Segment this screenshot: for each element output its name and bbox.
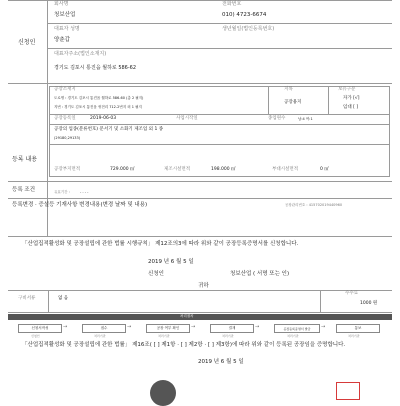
birth-date-label: 생년월일(법인등록번호) — [222, 26, 275, 32]
actor-2: 처리기관 — [158, 334, 170, 338]
step-apply: 신청서작성 — [18, 324, 62, 333]
step-notify: 통보 — [336, 324, 380, 333]
site-area-label: 공장부지면적 — [54, 167, 81, 172]
factory-address-label: 공장소재지 — [54, 87, 76, 92]
process-title: 처리절차 — [180, 314, 194, 318]
confirmation-date: 2019 년 6 월 5 일 — [198, 359, 244, 365]
actor-5: 처리기관 — [348, 334, 360, 338]
arrow-icon: → — [321, 324, 326, 330]
step-verify: 공장 여부 확인 — [146, 324, 190, 333]
business-start-label: 사업시작일 — [176, 116, 198, 121]
industry-codes: (29180,29133) — [54, 136, 81, 140]
request-applicant-value: 청보산업 ( 서명 또는 인) — [230, 271, 290, 277]
ownership-rent — [343, 106, 358, 111]
ownership-own — [343, 97, 360, 102]
addressee: 귀하 — [198, 283, 209, 289]
fee-value: 1000 원 — [360, 301, 378, 306]
reg-date-label: 공장등록일 — [54, 116, 76, 121]
official-stamp-icon — [150, 380, 176, 406]
request-paragraph: 「산업집적활성화 및 공장설립에 관한 법률 시행규칙」 제12조의3에 따라 위와 같이 공장등록증명서를 신청합니다. — [22, 241, 299, 247]
registration-label: 등록 내용 — [12, 156, 38, 163]
conditions-label: 등록 조건 — [12, 187, 36, 193]
red-seal-icon — [336, 382, 360, 400]
actor-4: 처리기관 — [287, 334, 299, 338]
lot-address: 지번 : 경기도 김포시 통진읍 귀전리 712-2번지 외 1 필지 — [54, 105, 142, 109]
own-checkbox: [√] — [353, 96, 360, 101]
step-approve: 결재 — [210, 324, 254, 333]
address-value: 경기도 김포시 통진읍 월하로 586-62 — [54, 65, 137, 71]
validity-value: - - - - — [80, 190, 89, 194]
company-name-label: 회사명 — [54, 1, 69, 7]
employees-label: 종업원수 — [268, 116, 286, 121]
docs-label: 구비서류 — [18, 296, 36, 301]
employees-value: 남:4 여:1 — [298, 117, 313, 121]
step-receive: 접수 — [82, 324, 126, 333]
docs-value: 없 음 — [58, 296, 69, 301]
actor-0: 신청인 — [31, 334, 40, 338]
mfg-area-value: 198.000 ㎡ — [211, 167, 236, 172]
reg-date-value: 2019-06-03 — [90, 116, 117, 121]
arrow-icon: → — [63, 324, 68, 330]
phone-label: 전화번호 — [222, 1, 242, 7]
aux-area-value: 0 ㎡ — [320, 167, 329, 172]
applicant-label: 신청인 — [18, 39, 36, 46]
land-category-label: 지목 — [284, 87, 293, 92]
address-label: 대표자주소(법인소재지) — [54, 51, 107, 57]
rent-label: 임대 — [343, 105, 352, 110]
step-issue: 공장등록증명서 발급 — [274, 324, 320, 333]
own-label: 자가 — [343, 96, 352, 101]
company-name-value: 청보산업 — [54, 12, 76, 18]
ownership-label: 보유구분 — [338, 87, 356, 92]
arrow-icon: → — [191, 324, 196, 330]
road-address: 도로명 : 경기도 김포시 통진읍 월하로 586-60 (총 2 필지) — [54, 96, 144, 100]
request-date: 2019 년 6 월 5 일 — [148, 259, 194, 265]
representative-value: 양춘갑 — [54, 37, 70, 43]
aux-area-label: 부대시설면적 — [272, 167, 299, 172]
arrow-icon: → — [127, 324, 132, 330]
rent-checkbox: [ ] — [353, 105, 359, 110]
site-area-value: 729.000 ㎡ — [110, 167, 135, 172]
confirmation-paragraph: 「산업집적활성화 및 공장설립에 관한 법률」 제16조( [ ] 제1항 · [ ] 제2항 · [ ] 제3항)에 따라 위와 같이 등록된 공장임을 증명합니다. — [22, 342, 346, 348]
industry-line: 공장의 업종(분류번호) 문서기 및 소화기 제조업 외 1 종 — [54, 127, 164, 132]
request-applicant-label: 신청인 — [148, 271, 164, 277]
actor-3: 처리기관 — [222, 334, 234, 338]
actor-1: 처리기관 — [94, 334, 106, 338]
fee-header: 수수료 — [345, 291, 359, 296]
factory-site-value: 공장용지 — [284, 100, 302, 105]
arrow-icon: → — [255, 324, 260, 330]
management-number: 공장관리번호 : 415702019440960 — [285, 203, 343, 207]
change-history-label: 등록변경 · 증설등 기재사항 변경내용(변경 날짜 및 내용) — [12, 202, 148, 208]
mfg-area-label: 제조시설면적 — [164, 167, 191, 172]
phone-value: 010) 4723-6674 — [222, 12, 267, 18]
representative-label: 대표자 성명 — [54, 26, 80, 32]
validity-label: 유효기간 : — [54, 190, 70, 194]
